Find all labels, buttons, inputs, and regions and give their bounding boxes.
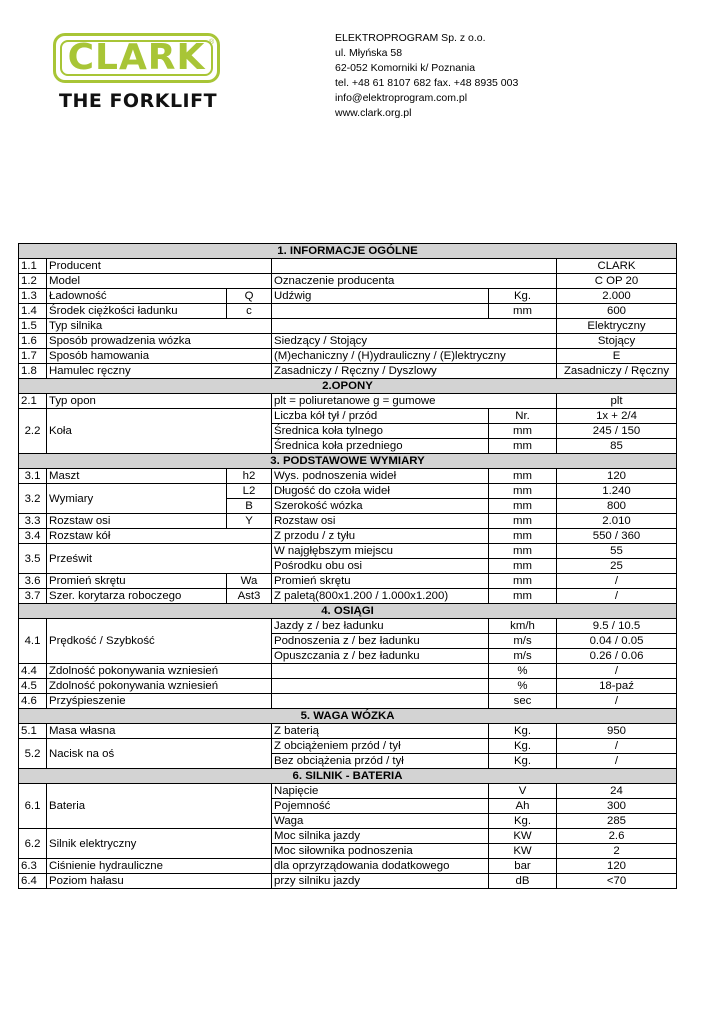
row-unit: sec — [489, 694, 557, 709]
row-description: dla oprzyrządowania dodatkowego — [272, 859, 489, 874]
row-label: Prześwit — [47, 544, 272, 574]
section-title: 6. SILNIK - BATERIA — [19, 769, 677, 784]
row-number: 3.6 — [19, 574, 47, 589]
row-value: Stojący — [557, 334, 677, 349]
row-label: Szer. korytarza roboczego — [47, 589, 227, 604]
row-description: Wys. podnoszenia wideł — [272, 469, 489, 484]
row-value: / — [557, 694, 677, 709]
row-value: 85 — [557, 439, 677, 454]
table-row — [19, 514, 677, 529]
row-value: 2.000 — [557, 289, 677, 304]
company-city: 62-052 Komorniki k/ Poznania — [335, 62, 476, 74]
row-value: plt — [557, 394, 677, 409]
row-value: / — [557, 754, 677, 769]
row-description: Moc silnika jazdy — [272, 829, 489, 844]
row-value: 120 — [557, 859, 677, 874]
table-row — [19, 619, 677, 634]
row-value: 0.04 / 0.05 — [557, 634, 677, 649]
row-unit: Kg. — [489, 724, 557, 739]
row-number: 2.2 — [19, 409, 47, 454]
section-header-row — [19, 709, 677, 724]
table-row — [19, 874, 677, 889]
row-number: 3.2 — [19, 484, 47, 514]
row-number: 4.6 — [19, 694, 47, 709]
table-row — [19, 694, 677, 709]
row-description: Z baterią — [272, 724, 489, 739]
row-value: 2 — [557, 844, 677, 859]
row-symbol: Y — [227, 514, 272, 529]
row-number: 2.1 — [19, 394, 47, 409]
row-number: 6.4 — [19, 874, 47, 889]
row-description: W najgłębszym miejscu — [272, 544, 489, 559]
row-description: Siedzący / Stojący — [272, 334, 557, 349]
row-number: 4.4 — [19, 664, 47, 679]
company-name: ELEKTROPROGRAM Sp. z o.o. — [335, 32, 486, 44]
row-description: Liczba kół tył / przód — [272, 409, 489, 424]
row-label: Środek ciężkości ładunku — [47, 304, 227, 319]
row-number: 6.3 — [19, 859, 47, 874]
row-unit: mm — [489, 529, 557, 544]
row-value: / — [557, 589, 677, 604]
row-description: Moc siłownika podnoszenia — [272, 844, 489, 859]
row-value: / — [557, 574, 677, 589]
row-description — [272, 319, 557, 334]
row-unit: Kg. — [489, 289, 557, 304]
section-title: 3. PODSTAWOWE WYMIARY — [19, 454, 677, 469]
row-value: 300 — [557, 799, 677, 814]
row-value: <70 — [557, 874, 677, 889]
row-unit: mm — [489, 589, 557, 604]
row-label: Bateria — [47, 784, 272, 829]
row-label: Ładowność — [47, 289, 227, 304]
row-description: Średnica koła tylnego — [272, 424, 489, 439]
row-value: 9.5 / 10.5 — [557, 619, 677, 634]
row-value: 2.010 — [557, 514, 677, 529]
row-value: 800 — [557, 499, 677, 514]
row-value: 1x + 2/4 — [557, 409, 677, 424]
row-label: Rozstaw kół — [47, 529, 272, 544]
row-number: 1.4 — [19, 304, 47, 319]
row-description — [272, 694, 489, 709]
row-value: 600 — [557, 304, 677, 319]
row-unit: V — [489, 784, 557, 799]
row-description: Pośrodku obu osi — [272, 559, 489, 574]
registered-mark: ® — [209, 39, 215, 46]
clark-logo — [53, 33, 226, 111]
row-description — [272, 259, 557, 274]
row-label: Silnik elektryczny — [47, 829, 272, 859]
row-number: 1.2 — [19, 274, 47, 289]
row-label: Ciśnienie hydrauliczne — [47, 859, 272, 874]
row-label: Sposób hamowania — [47, 349, 272, 364]
company-email: info@elektroprogram.com.pl — [335, 92, 468, 104]
row-label: Model — [47, 274, 272, 289]
clark-logo-badge — [53, 33, 220, 83]
table-row — [19, 409, 677, 424]
row-unit: km/h — [489, 619, 557, 634]
row-description: Jazdy z / bez ładunku — [272, 619, 489, 634]
row-number: 5.2 — [19, 739, 47, 769]
table-row — [19, 859, 677, 874]
row-value: Elektryczny — [557, 319, 677, 334]
row-label: Poziom hałasu — [47, 874, 272, 889]
row-unit: mm — [489, 544, 557, 559]
table-row — [19, 589, 677, 604]
row-description: Średnica koła przedniego — [272, 439, 489, 454]
table-row — [19, 829, 677, 844]
row-value: 1.240 — [557, 484, 677, 499]
row-description — [272, 664, 489, 679]
table-row — [19, 784, 677, 799]
row-unit: m/s — [489, 649, 557, 664]
row-description: Rozstaw osi — [272, 514, 489, 529]
row-description: Podnoszenia z / bez ładunku — [272, 634, 489, 649]
row-number: 1.8 — [19, 364, 47, 379]
row-number: 1.5 — [19, 319, 47, 334]
row-unit: % — [489, 664, 557, 679]
section-header-row — [19, 454, 677, 469]
row-description: Udźwig — [272, 289, 489, 304]
row-description: Z obciążeniem przód / tył — [272, 739, 489, 754]
row-unit: bar — [489, 859, 557, 874]
row-label: Rozstaw osi — [47, 514, 227, 529]
section-header-row — [19, 379, 677, 394]
row-description: Zasadniczy / Ręczny / Dyszlowy — [272, 364, 557, 379]
table-row — [19, 469, 677, 484]
row-symbol: L2 — [227, 484, 272, 499]
row-number: 6.2 — [19, 829, 47, 859]
table-row — [19, 679, 677, 694]
row-value: Zasadniczy / Ręczny — [557, 364, 677, 379]
row-symbol: Wa — [227, 574, 272, 589]
row-description: (M)echaniczny / (H)ydrauliczny / (E)lektryczny — [272, 349, 557, 364]
table-row — [19, 289, 677, 304]
row-number: 5.1 — [19, 724, 47, 739]
table-row — [19, 259, 677, 274]
row-label: Nacisk na oś — [47, 739, 272, 769]
row-label: Producent — [47, 259, 272, 274]
row-number: 3.1 — [19, 469, 47, 484]
row-unit: mm — [489, 424, 557, 439]
row-label: Zdolność pokonywania wzniesień — [47, 664, 272, 679]
table-row — [19, 739, 677, 754]
row-description: Promień skrętu — [272, 574, 489, 589]
row-description: Waga — [272, 814, 489, 829]
row-label: Prędkość / Szybkość — [47, 619, 272, 664]
table-row — [19, 394, 677, 409]
row-label: Wymiary — [47, 484, 227, 514]
row-unit: m/s — [489, 634, 557, 649]
row-description — [272, 304, 489, 319]
table-row — [19, 364, 677, 379]
row-description: Oznaczenie producenta — [272, 274, 557, 289]
row-label: Przyśpieszenie — [47, 694, 272, 709]
row-unit: Ah — [489, 799, 557, 814]
section-title: 1. INFORMACJE OGÓLNE — [19, 244, 677, 259]
row-description: Długość do czoła wideł — [272, 484, 489, 499]
row-unit: mm — [489, 559, 557, 574]
row-label: Koła — [47, 409, 272, 454]
row-unit: Kg. — [489, 739, 557, 754]
logo-brand-text: CLARK — [67, 37, 206, 78]
row-value: / — [557, 664, 677, 679]
row-description: Opuszczania z / bez ładunku — [272, 649, 489, 664]
company-street: ul. Młyńska 58 — [335, 47, 403, 59]
section-title: 5. WAGA WÓZKA — [19, 709, 677, 724]
row-value: 950 — [557, 724, 677, 739]
row-label: Sposób prowadzenia wózka — [47, 334, 272, 349]
row-unit: mm — [489, 304, 557, 319]
row-value: 550 / 360 — [557, 529, 677, 544]
spec-table — [18, 243, 677, 889]
table-row — [19, 529, 677, 544]
row-label: Hamulec ręczny — [47, 364, 272, 379]
row-label: Maszt — [47, 469, 227, 484]
row-unit: Kg. — [489, 814, 557, 829]
section-title: 2.OPONY — [19, 379, 677, 394]
row-label: Promień skrętu — [47, 574, 227, 589]
table-row — [19, 334, 677, 349]
row-label: Typ silnika — [47, 319, 272, 334]
row-description: Z przodu / z tyłu — [272, 529, 489, 544]
table-row — [19, 574, 677, 589]
row-number: 1.3 — [19, 289, 47, 304]
row-symbol: c — [227, 304, 272, 319]
row-description: plt = poliuretanowe g = gumowe — [272, 394, 557, 409]
row-number: 3.5 — [19, 544, 47, 574]
row-unit: KW — [489, 829, 557, 844]
row-value: 120 — [557, 469, 677, 484]
row-label: Zdolność pokonywania wzniesień — [47, 679, 272, 694]
table-row — [19, 349, 677, 364]
row-number: 4.1 — [19, 619, 47, 664]
table-row — [19, 544, 677, 559]
row-description: Napięcie — [272, 784, 489, 799]
table-row — [19, 664, 677, 679]
row-number: 1.6 — [19, 334, 47, 349]
row-value: 18-paź — [557, 679, 677, 694]
row-value: E — [557, 349, 677, 364]
section-header-row — [19, 244, 677, 259]
row-value: CLARK — [557, 259, 677, 274]
row-value: C OP 20 — [557, 274, 677, 289]
row-symbol: Q — [227, 289, 272, 304]
row-number: 1.7 — [19, 349, 47, 364]
row-unit: % — [489, 679, 557, 694]
row-number: 1.1 — [19, 259, 47, 274]
row-symbol: B — [227, 499, 272, 514]
row-description: Bez obciążenia przód / tył — [272, 754, 489, 769]
row-description: Pojemność — [272, 799, 489, 814]
row-number: 6.1 — [19, 784, 47, 829]
row-value: 24 — [557, 784, 677, 799]
section-title: 4. OSIĄGI — [19, 604, 677, 619]
table-row — [19, 484, 677, 499]
table-row — [19, 724, 677, 739]
row-unit: mm — [489, 499, 557, 514]
section-header-row — [19, 769, 677, 784]
row-description: Szerokość wózka — [272, 499, 489, 514]
company-address — [335, 31, 518, 121]
row-unit: mm — [489, 484, 557, 499]
row-unit: KW — [489, 844, 557, 859]
row-unit: dB — [489, 874, 557, 889]
row-value: 55 — [557, 544, 677, 559]
row-unit: mm — [489, 469, 557, 484]
row-description: Z paletą(800x1.200 / 1.000x1.200) — [272, 589, 489, 604]
row-number: 3.4 — [19, 529, 47, 544]
row-unit: mm — [489, 439, 557, 454]
row-description — [272, 679, 489, 694]
row-value: 0.26 / 0.06 — [557, 649, 677, 664]
row-number: 3.7 — [19, 589, 47, 604]
row-symbol: Ast3 — [227, 589, 272, 604]
logo-tagline: THE FORKLIFT — [59, 90, 218, 112]
row-number: 3.3 — [19, 514, 47, 529]
row-label: Typ opon — [47, 394, 272, 409]
row-unit: Kg. — [489, 754, 557, 769]
row-label: Masa własna — [47, 724, 272, 739]
row-value: / — [557, 739, 677, 754]
row-value: 245 / 150 — [557, 424, 677, 439]
table-row — [19, 319, 677, 334]
row-value: 2.6 — [557, 829, 677, 844]
table-row — [19, 274, 677, 289]
row-value: 25 — [557, 559, 677, 574]
row-symbol: h2 — [227, 469, 272, 484]
row-unit: mm — [489, 574, 557, 589]
company-phone: tel. +48 61 8107 682 fax. +48 8935 003 — [335, 77, 519, 89]
row-unit: mm — [489, 514, 557, 529]
row-description: przy silniku jazdy — [272, 874, 489, 889]
row-value: 285 — [557, 814, 677, 829]
section-header-row — [19, 604, 677, 619]
table-row — [19, 304, 677, 319]
row-number: 4.5 — [19, 679, 47, 694]
company-website: www.clark.org.pl — [335, 107, 412, 119]
row-unit: Nr. — [489, 409, 557, 424]
